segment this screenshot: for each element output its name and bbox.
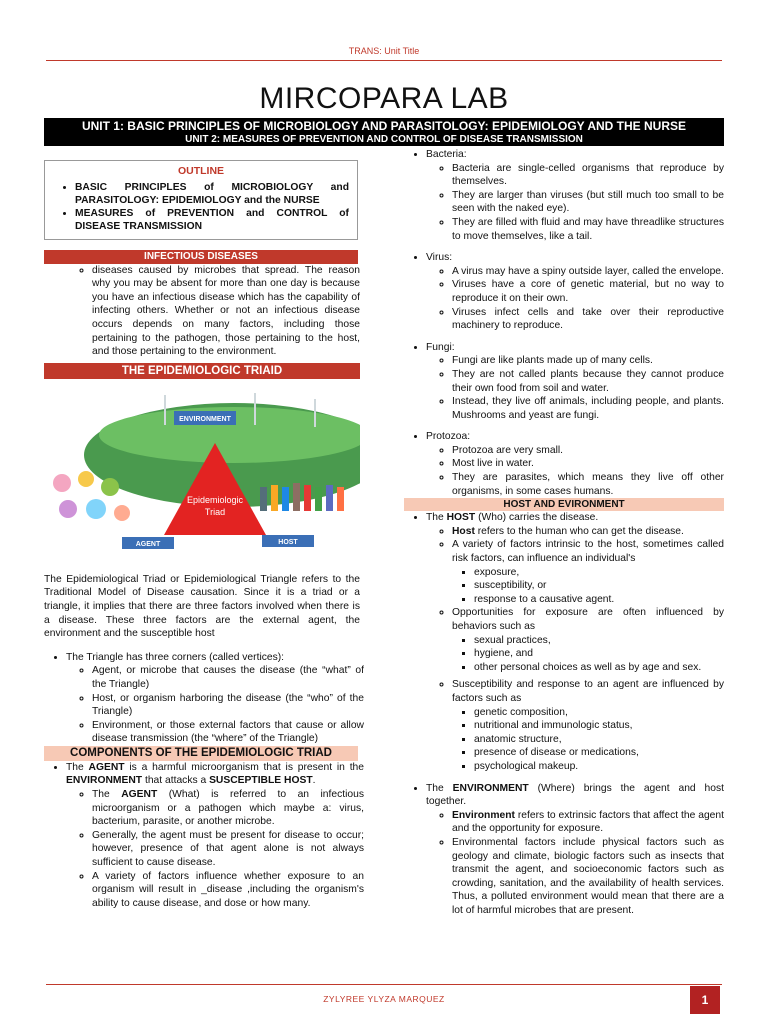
environment-definition: ◦ Environment refers to extrinsic factors that affect the agent and the opportunity for exposure.	[452, 809, 724, 836]
susceptibility-item: ▪ nutritional and immunologic status,	[474, 719, 724, 733]
agent-intro: • The AGENT is a harmful microorganism that is present in the ENVIRONMENT that attacks a SUSCEPTIBLE HOST. ◦ The AGENT (What) is referred to an infectious microorganism or a pathogen which maybe a: virus, bacterium, parasite, or another microbe. ◦ Generally, the agent must be present for disease to occur; however, presence of that agent alone is not always sufficient to cause disease. ◦ A variety of factors influence whether exposure to an organism will result in _disease ,including the organism's ability to cause disease, and dose or how many.	[66, 761, 364, 911]
outline-box	[44, 160, 358, 240]
virus-item: ◦ Viruses infect cells and take over their reproductive machinery to reproduce.	[452, 306, 724, 333]
right-column	[404, 148, 724, 917]
susceptibility-item: ▪ psychological makeup.	[474, 760, 724, 774]
triad-illustration	[44, 385, 360, 565]
fungi-item: ◦ Instead, they live off animals, including people, and plants. Mushrooms and yeast are fungi.	[452, 395, 724, 422]
environment-label: ENVIRONMENT	[179, 415, 231, 423]
risk-item: ▪ susceptibility, or	[474, 579, 724, 593]
exposure-opportunities: ◦ Opportunities for exposure are often influenced by behaviors such as ▪ sexual practices, ▪ hygiene, and ▪ other personal choices as well as by age and sex.	[452, 606, 724, 674]
author-name: ZYLYREE YLYZA MARQUEZ	[323, 994, 445, 1004]
protozoa-item: ◦ They are parasites, which means they live off other organisms, in some cases humans.	[452, 471, 724, 498]
triangle-corners-intro	[66, 651, 364, 746]
susceptibility-item: ▪ genetic composition,	[474, 706, 724, 720]
unit-banner	[44, 118, 724, 146]
outline-title: OUTLINE	[177, 165, 225, 177]
host-label: HOST	[278, 538, 298, 546]
top-divider	[46, 60, 722, 61]
behavior-item: ▪ hygiene, and	[474, 647, 724, 661]
triad-center-line1: Epidemiologic	[186, 494, 244, 505]
susceptibility-item: ▪ anatomic structure,	[474, 733, 724, 747]
susceptibility-item: ▪ presence of disease or medications,	[474, 746, 724, 760]
bacteria-item: ◦ Bacteria are single-celled organisms that reproduce by themselves.	[452, 162, 724, 189]
agent-presence: ◦ Generally, the agent must be present for disease to occur; however, presence of that agent alone is not always sufficient to cause disease.	[92, 829, 364, 870]
left-column	[44, 150, 364, 910]
bottom-divider	[46, 984, 722, 985]
unit1-title: UNIT 1: BASIC PRINCIPLES OF MICROBIOLOGY AND PARASITOLOGY: EPIDEMIOLOGY AND THE NURSE	[81, 119, 687, 133]
fungi-item: ◦ Fungi are like plants made up of many cells.	[452, 354, 724, 368]
fungi-item: ◦ They are not called plants because they cannot produce their own food from soil and water.	[452, 368, 724, 395]
infectious-definition: ◦ diseases caused by microbes that spread. The reason why you may be absent for more than one day is because you have an infectious disease which has the capability of infecting others. Whether or not an infectious disease occurs depends on many factors, including those pertaining to the pathogen, those pertaining to the host, and those pertaining to the environment.	[92, 264, 360, 359]
corners-intro-text: The Triangle has three corners (called vertices):	[66, 651, 285, 663]
susceptibility-factors: ◦ Susceptibility and response to an agent are influenced by factors such as ▪ genetic composition, ▪ nutritional and immunologic status, ▪ anatomic structure, ▪ presence of disease or medications, ▪ psychological makeup.	[452, 678, 724, 773]
triad-paragraph: The Epidemiological Triad or Epidemiological Triangle refers to the Traditional Model of Disease causation. Since it is a triad or a triangle, it implies that there are three factors involved when there is a disease. These three factors are the external agent, the environment and the susceptible host	[44, 573, 360, 640]
protozoa-section: • Protozoa: ◦ Protozoa are very small. ◦ Most live in water. ◦ They are parasites, which means they live off other organisms, in some cases humans.	[426, 430, 724, 498]
behavior-item: ▪ other personal choices as well as by age and sex.	[474, 661, 724, 675]
fungi-section: • Fungi: ◦ Fungi are like plants made up of many cells. ◦ They are not called plants because they cannot produce their own food from soil and water. ◦ Instead, they live off animals, including people, and plants. Mushrooms and yeast are fungi.	[426, 341, 724, 423]
unit2-title: UNIT 2: MEASURES OF PREVENTION AND CONTROL OF DISEASE TRANSMISSION	[185, 134, 583, 145]
corner-host: ◦ Host, or organism harboring the disease (the “who” of the Triangle)	[92, 692, 364, 719]
triad-center-line2: Triad	[204, 506, 226, 517]
outline-item: • MEASURES of PREVENTION and CONTROL of DISEASE TRANSMISSION	[75, 207, 349, 233]
bacteria-item: ◦ They are filled with fluid and may have threadlike structures to move themselves, like a tail.	[452, 216, 724, 243]
agent-factors: ◦ A variety of factors influence whether exposure to an organism will result in _disease ,including the organism's ability to cause disease, and dose or how many.	[92, 870, 364, 911]
environmental-factors: ◦ Environmental factors include physical factors such as geology and climate, biologic factors such as insects that transmit the agent, and socioeconomic factors such as crowding, sanitation, and the availability of health services. Thus, a polluted environment would mean that there are a lot of harmful microbes that are present.	[452, 836, 724, 918]
bacteria-section: • Bacteria: ◦ Bacteria are single-celled organisms that reproduce by themselves. ◦ They are larger than viruses (but still much too small to be seen with the naked eye). ◦ They are filled with fluid and may have threadlike structures to move themselves, like a tail.	[426, 148, 724, 243]
outline-item: • BASIC PRINCIPLES of MICROBIOLOGY and PARASITOLOGY: EPIDEMIOLOGY and the NURSE	[75, 181, 349, 207]
document-title: MIRCOPARA LAB	[259, 82, 509, 115]
agent-definition: ◦ The AGENT (What) is referred to an infectious microorganism or a pathogen which maybe a: virus, bacterium, parasite, or another microbe.	[92, 788, 364, 829]
host-section: • The HOST (Who) carries the disease. ◦ Host refers to the human who can get the disease. ◦ A variety of factors intrinsic to the host, sometimes called risk factors, can influence an individual's ▪ exposure, ▪ susceptibility, or ▪ response to a causative agent. ◦ Opportunities for exposure are often influenced by behaviors such as ▪ sexual practices, ▪ hygiene, and ▪ other personal choices as well as by age and sex. ◦ Susceptibility and response to an agent are influenced by factors such as ▪ genetic composition, ▪ nutritional and immunologic status, ▪ anatomic structure, ▪ presence of disease or medications, ▪ psychological makeup.	[426, 511, 724, 773]
infectious-diseases-heading: INFECTIOUS DISEASES	[44, 250, 358, 264]
corner-environment: ◦ Environment, or those external factors that cause or allow disease transmission (the “where” of the Triangle)	[92, 719, 364, 746]
epidemiologic-triad-heading: THE EPIDEMIOLOGIC TRIAID	[44, 363, 360, 379]
virus-section: • Virus: ◦ A virus may have a spiny outside layer, called the envelope. ◦ Viruses have a core of genetic material, but no way to reproduce it on their own. ◦ Viruses infect cells and take over their reproductive machinery to reproduce.	[426, 251, 724, 333]
protozoa-item: ◦ Most live in water.	[452, 457, 724, 471]
environment-section: • The ENVIRONMENT (Where) brings the agent and host together. ◦ Environment refers to extrinsic factors that affect the agent and the opportunity for exposure. ◦ Environmental factors include physical factors such as geology and climate, biologic factors such as insects that transmit the agent, and socioeconomic factors such as crowding, sanitation, and the availability of health services. Thus, a polluted environment would mean that there are a lot of harmful microbes that are present.	[426, 782, 724, 918]
host-definition: ◦ Host refers to the human who can get the disease.	[452, 525, 724, 539]
bacteria-item: ◦ They are larger than viruses (but still much too small to be seen with the naked eye).	[452, 189, 724, 216]
virus-item: ◦ A virus may have a spiny outside layer, called the envelope.	[452, 265, 724, 279]
risk-factors: ◦ A variety of factors intrinsic to the host, sometimes called risk factors, can influence an individual's ▪ exposure, ▪ susceptibility, or ▪ response to a causative agent.	[452, 538, 724, 606]
virus-item: ◦ Viruses have a core of genetic material, but no way to reproduce it on their own.	[452, 278, 724, 305]
page-number: 1	[690, 986, 720, 1014]
host-environment-heading: HOST AND EVIRONMENT	[404, 498, 724, 511]
behavior-item: ▪ sexual practices,	[474, 634, 724, 648]
components-heading: COMPONENTS OF THE EPIDEMIOLOGIC TRIAD	[44, 746, 358, 761]
risk-item: ▪ exposure,	[474, 566, 724, 580]
risk-item: ▪ response to a causative agent.	[474, 593, 724, 607]
corner-agent: ◦ Agent, or microbe that causes the disease (the “what” of the Triangle)	[92, 664, 364, 691]
agent-label: AGENT	[135, 540, 161, 548]
protozoa-item: ◦ Protozoa are very small.	[452, 444, 724, 458]
epidemiologic-triad-figure	[44, 385, 360, 565]
trans-label: TRANS: Unit Title	[348, 46, 420, 56]
